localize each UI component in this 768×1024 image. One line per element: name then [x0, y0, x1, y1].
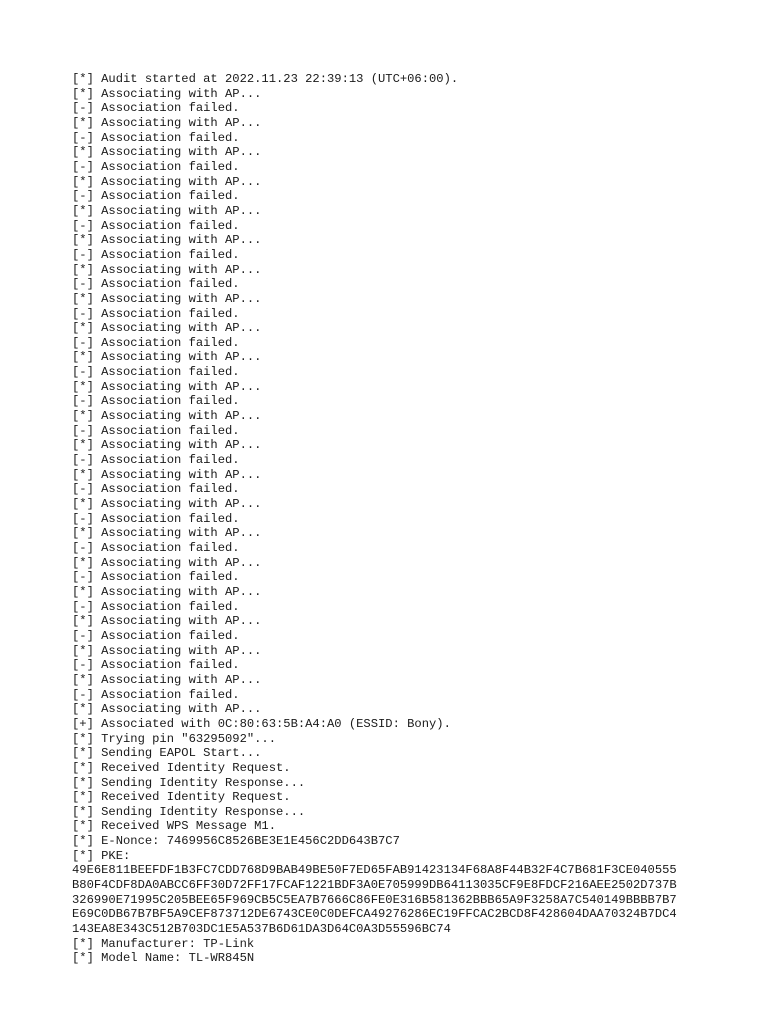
log-line: [-] Association failed. — [72, 599, 240, 614]
log-line: [-] Association failed. — [72, 570, 240, 585]
log-line: [*] Associating with AP... — [72, 174, 262, 189]
log-line: [-] Association failed. — [72, 335, 240, 350]
log-line: [-] Association failed. — [72, 423, 240, 438]
log-line: [-] Association failed. — [72, 189, 240, 204]
log-line: [*] Manufacturer: TP-Link — [72, 936, 255, 951]
log-line: [-] Association failed. — [72, 658, 240, 673]
log-line: [*] Associating with AP... — [72, 497, 262, 512]
log-line: 326990E71995C205BEE65F969CB5C5EA7B7666C86FE0E316B581362BBB65A9F3258A7C540149BBBB7B7 — [72, 892, 677, 907]
log-line: [*] Associating with AP... — [72, 262, 262, 277]
log-line: [-] Association failed. — [72, 277, 240, 292]
log-line: [-] Association failed. — [72, 130, 240, 145]
log-line: [*] Associating with AP... — [72, 467, 262, 482]
log-line: [*] PKE: — [72, 848, 131, 863]
log-line: [*] Associating with AP... — [72, 614, 262, 629]
log-line: [-] Association failed. — [72, 453, 240, 468]
log-line: [*] Associating with AP... — [72, 350, 262, 365]
log-line: [*] Associating with AP... — [72, 672, 262, 687]
log-line: [-] Association failed. — [72, 541, 240, 555]
log-line: [*] Associating with AP... — [72, 702, 262, 717]
log-line: [*] Model Name: TL-WR845N — [72, 951, 255, 966]
log-line: [+] Associated with 0C:80:63:5B:A4:A0 (ESSID: Bony). — [72, 716, 451, 731]
log-line: [*] Associating with AP... — [72, 115, 262, 130]
log-line: [-] Association failed. — [72, 482, 240, 497]
log-line: [*] Associating with AP... — [72, 233, 262, 248]
log-line: [-] Association failed. — [72, 247, 240, 262]
log-line: [*] Associating with AP... — [72, 643, 262, 658]
log-line: [*] Sending Identity Response... — [72, 775, 306, 790]
log-line: [*] Received Identity Request. — [72, 760, 291, 775]
log-line: [-] Association failed. — [72, 365, 240, 380]
log-line: [*] Associating with AP... — [72, 409, 262, 424]
log-line: [*] Associating with AP... — [72, 86, 262, 101]
log-line: [*] Associating with AP... — [72, 321, 262, 336]
log-line: [*] Associating with AP... — [72, 555, 262, 570]
log-line: [-] Association failed. — [72, 101, 240, 116]
log-line: [*] Audit started at 2022.11.23 22:39:13 (UTC+06:00). — [72, 72, 459, 86]
log-line: [*] Received WPS Message M1. — [72, 819, 276, 834]
audit-log — [72, 72, 702, 966]
log-line: [-] Association failed. — [72, 628, 240, 643]
log-line: [*] Associating with AP... — [72, 145, 262, 160]
log-line: B80F4CDF8DA0ABCC6FF30D72FF17FCAF1221BDF3A0E705999DB64113035CF9E8FDCF216AEE2502D737B — [72, 878, 677, 893]
log-line: E69C0DB67B7BF5A9CEF873712DE6743CE0C0DEFCA49276286EC19FFCAC2BCD8F428604DAA70324B7DC4 — [72, 907, 677, 922]
log-line: [*] Associating with AP... — [72, 438, 262, 453]
log-line: 143EA8E343C512B703DC1E5A537B6D61DA3D64C0A3D55596BC74 — [72, 922, 451, 937]
log-line: [*] Trying pin "63295092"... — [72, 731, 276, 746]
log-line: [*] Associating with AP... — [72, 526, 262, 541]
log-line: [*] E-Nonce: 7469956C8526BE3E1E456C2DD643B7C7 — [72, 834, 400, 849]
log-line: [*] Associating with AP... — [72, 203, 262, 218]
log-line: [*] Associating with AP... — [72, 584, 262, 599]
log-line: [*] Sending Identity Response... — [72, 804, 306, 819]
log-line: [-] Association failed. — [72, 394, 240, 409]
log-line: [*] Sending EAPOL Start... — [72, 746, 262, 761]
log-line: [-] Association failed. — [72, 159, 240, 174]
log-line: [*] Received Identity Request. — [72, 790, 291, 805]
log-line: 49E6E811BEEFDF1B3FC7CDD768D9BAB49BE50F7ED65FAB91423134F68A8F44B32F4C7B681F3CE040555 — [72, 863, 677, 878]
log-line: [-] Association failed. — [72, 218, 240, 233]
log-line: [*] Associating with AP... — [72, 291, 262, 306]
log-line: [-] Association failed. — [72, 687, 240, 702]
log-line: [-] Association failed. — [72, 511, 240, 526]
log-line: [-] Association failed. — [72, 306, 240, 321]
log-line: [*] Associating with AP... — [72, 379, 262, 394]
